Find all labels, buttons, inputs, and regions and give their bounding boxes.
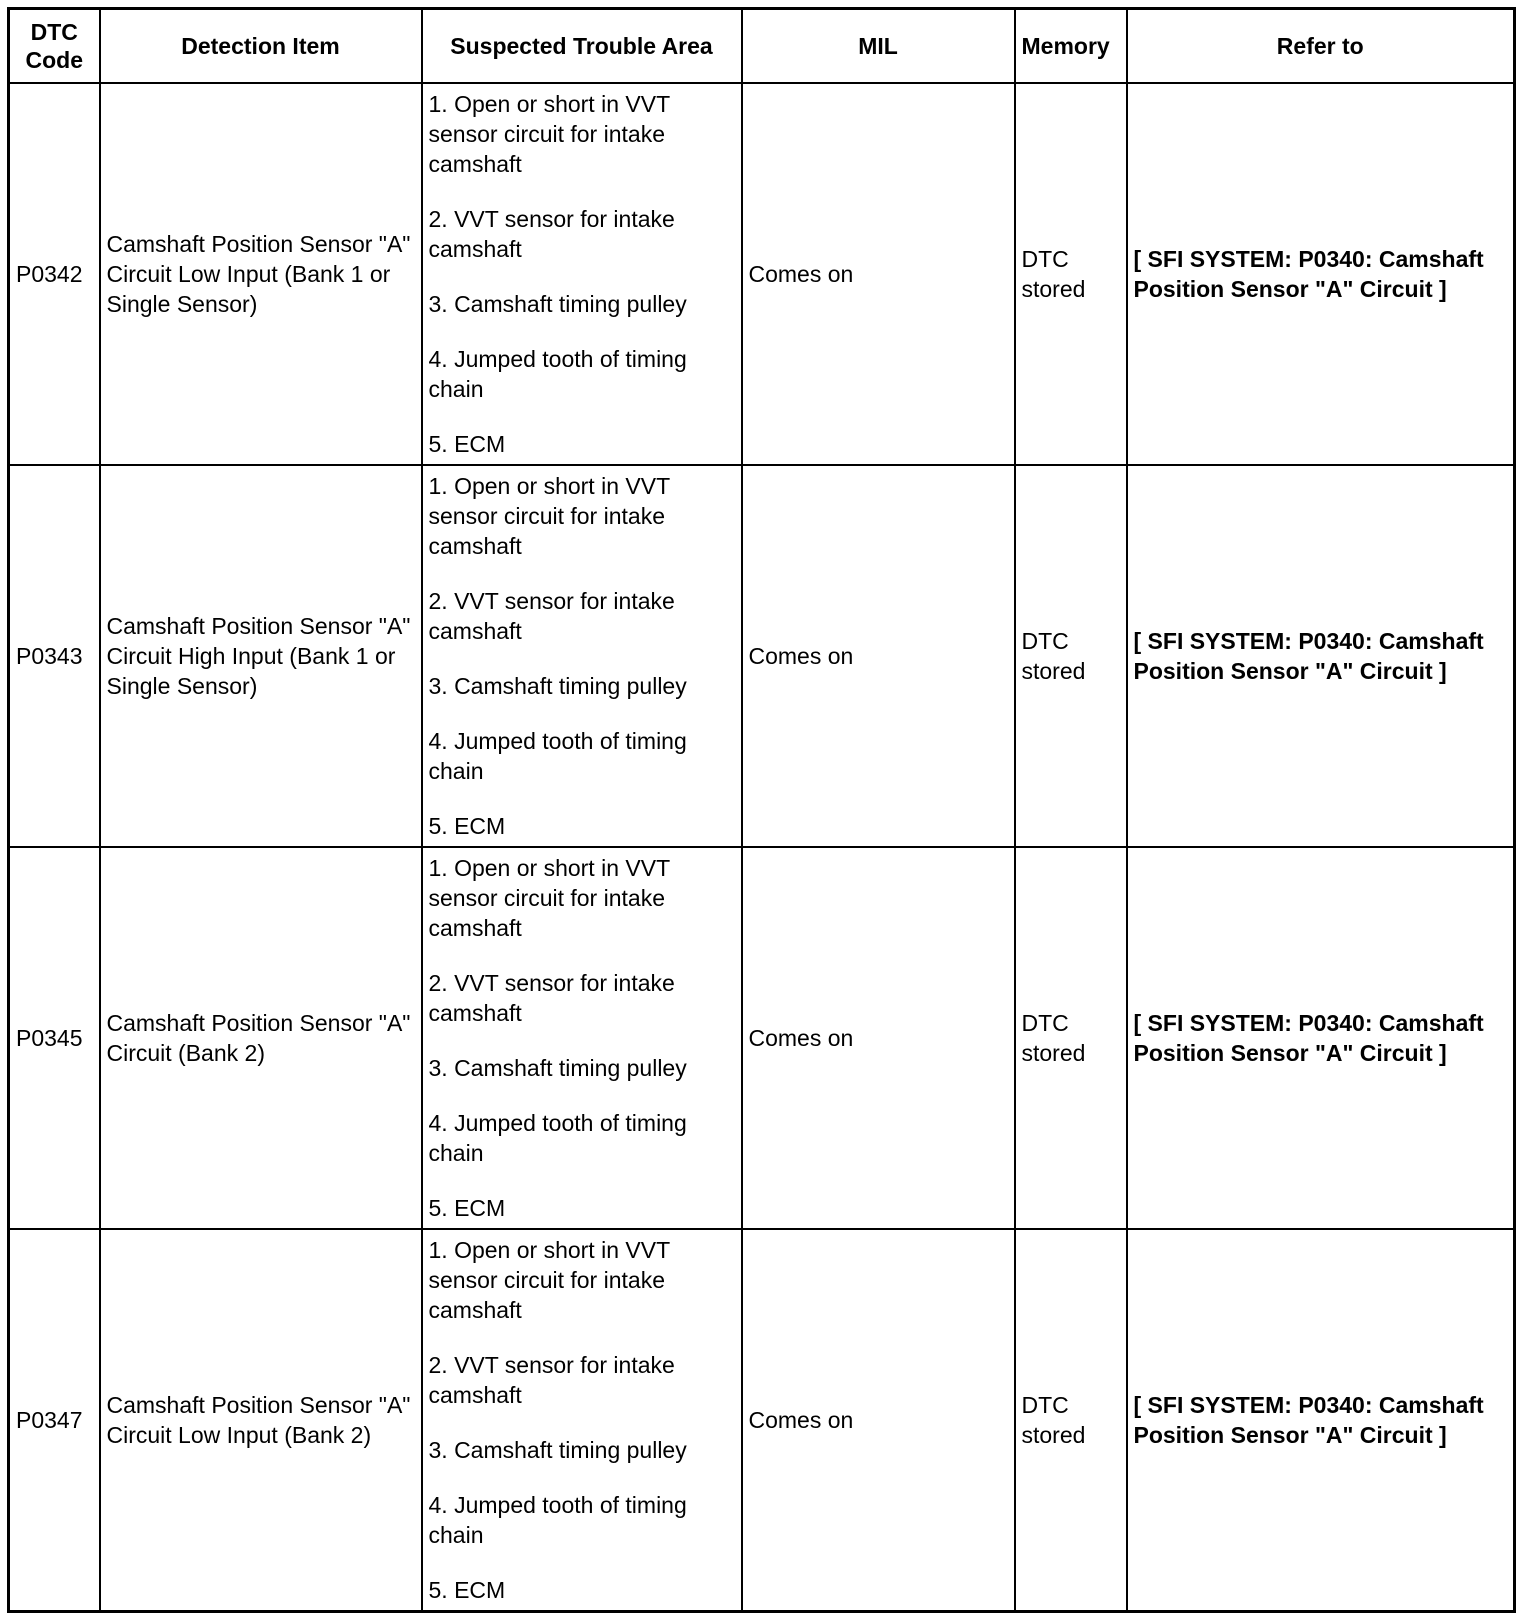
- trouble-area-item: 2. VVT sensor for intake camshaft: [428, 206, 675, 262]
- trouble-area-item: 4. Jumped tooth of timing chain: [428, 1491, 687, 1548]
- dtc-code-cell: P0343: [9, 465, 100, 847]
- mil-cell: Comes on: [742, 83, 1015, 465]
- trouble-area-item: 4. Jumped tooth of timing chain: [428, 728, 687, 784]
- trouble-area-cell: [422, 847, 742, 1229]
- table-row: [9, 465, 1515, 847]
- mil-cell: Comes on: [742, 465, 1015, 847]
- trouble-area-list: [429, 471, 735, 841]
- header-mil: MIL: [742, 9, 1015, 84]
- detection-item-cell: Camshaft Position Sensor "A" Circuit (Bank 2): [100, 847, 422, 1229]
- table-row: [9, 83, 1515, 465]
- trouble-area-item: 5. ECM: [428, 1576, 506, 1603]
- header-detection-item: Detection Item: [100, 9, 422, 84]
- refer-to-cell: [ SFI SYSTEM: P0340: Camshaft Position Sensor "A" Circuit ]: [1127, 847, 1515, 1229]
- trouble-area-item: 1. Open or short in VVT sensor circuit for intake camshaft: [428, 91, 670, 177]
- dtc-table: [7, 7, 1516, 1613]
- refer-to-cell: [ SFI SYSTEM: P0340: Camshaft Position Sensor "A" Circuit ]: [1127, 1229, 1515, 1611]
- trouble-area-item: 4. Jumped tooth of timing chain: [428, 1110, 687, 1166]
- trouble-area-item: 3. Camshaft timing pulley: [428, 291, 687, 317]
- table-row: [9, 847, 1515, 1229]
- dtc-code-cell: P0342: [9, 83, 100, 465]
- refer-to-cell: [ SFI SYSTEM: P0340: Camshaft Position Sensor "A" Circuit ]: [1127, 83, 1515, 465]
- header-suspected-trouble-area: Suspected Trouble Area: [422, 9, 742, 84]
- trouble-area-item: 3. Camshaft timing pulley: [428, 673, 687, 699]
- trouble-area-item: 1. Open or short in VVT sensor circuit for intake camshaft: [428, 473, 670, 559]
- trouble-area-item: 2. VVT sensor for intake camshaft: [428, 588, 675, 644]
- trouble-area-cell: [422, 83, 742, 465]
- trouble-area-item: 3. Camshaft timing pulley: [428, 1055, 687, 1081]
- header-dtc-code: DTC Code: [9, 9, 100, 84]
- trouble-area-item: 5. ECM: [428, 431, 506, 457]
- table-header-row: [9, 9, 1515, 84]
- table-body: [9, 83, 1515, 1611]
- refer-to-cell: [ SFI SYSTEM: P0340: Camshaft Position Sensor "A" Circuit ]: [1127, 465, 1515, 847]
- memory-cell: DTC stored: [1015, 465, 1127, 847]
- trouble-area-list: [429, 853, 735, 1223]
- detection-item-cell: Camshaft Position Sensor "A" Circuit High Input (Bank 1 or Single Sensor): [100, 465, 422, 847]
- trouble-area-item: 5. ECM: [428, 1195, 506, 1221]
- trouble-area-item: 2. VVT sensor for intake camshaft: [428, 970, 675, 1026]
- memory-cell: DTC stored: [1015, 847, 1127, 1229]
- trouble-area-item: 3. Camshaft timing pulley: [428, 1436, 687, 1463]
- dtc-code-cell: P0345: [9, 847, 100, 1229]
- mil-cell: Comes on: [742, 1229, 1015, 1611]
- trouble-area-item: 5. ECM: [428, 813, 506, 839]
- trouble-area-item: 1. Open or short in VVT sensor circuit for intake camshaft: [428, 855, 670, 941]
- memory-cell: DTC stored: [1015, 83, 1127, 465]
- header-memory: Memory: [1015, 9, 1127, 84]
- trouble-area-cell: [422, 1229, 742, 1611]
- trouble-area-list: [429, 1235, 735, 1605]
- header-refer-to: Refer to: [1127, 9, 1515, 84]
- mil-cell: Comes on: [742, 847, 1015, 1229]
- trouble-area-list: [429, 89, 735, 459]
- trouble-area-item: 4. Jumped tooth of timing chain: [428, 346, 687, 402]
- detection-item-cell: Camshaft Position Sensor "A" Circuit Low Input (Bank 2): [100, 1229, 422, 1611]
- memory-cell: DTC stored: [1015, 1229, 1127, 1611]
- trouble-area-item: 2. VVT sensor for intake camshaft: [428, 1351, 675, 1408]
- dtc-code-cell: P0347: [9, 1229, 100, 1611]
- detection-item-cell: Camshaft Position Sensor "A" Circuit Low Input (Bank 1 or Single Sensor): [100, 83, 422, 465]
- table-row: [9, 1229, 1515, 1611]
- trouble-area-cell: [422, 465, 742, 847]
- trouble-area-item: 1. Open or short in VVT sensor circuit for intake camshaft: [428, 1236, 670, 1323]
